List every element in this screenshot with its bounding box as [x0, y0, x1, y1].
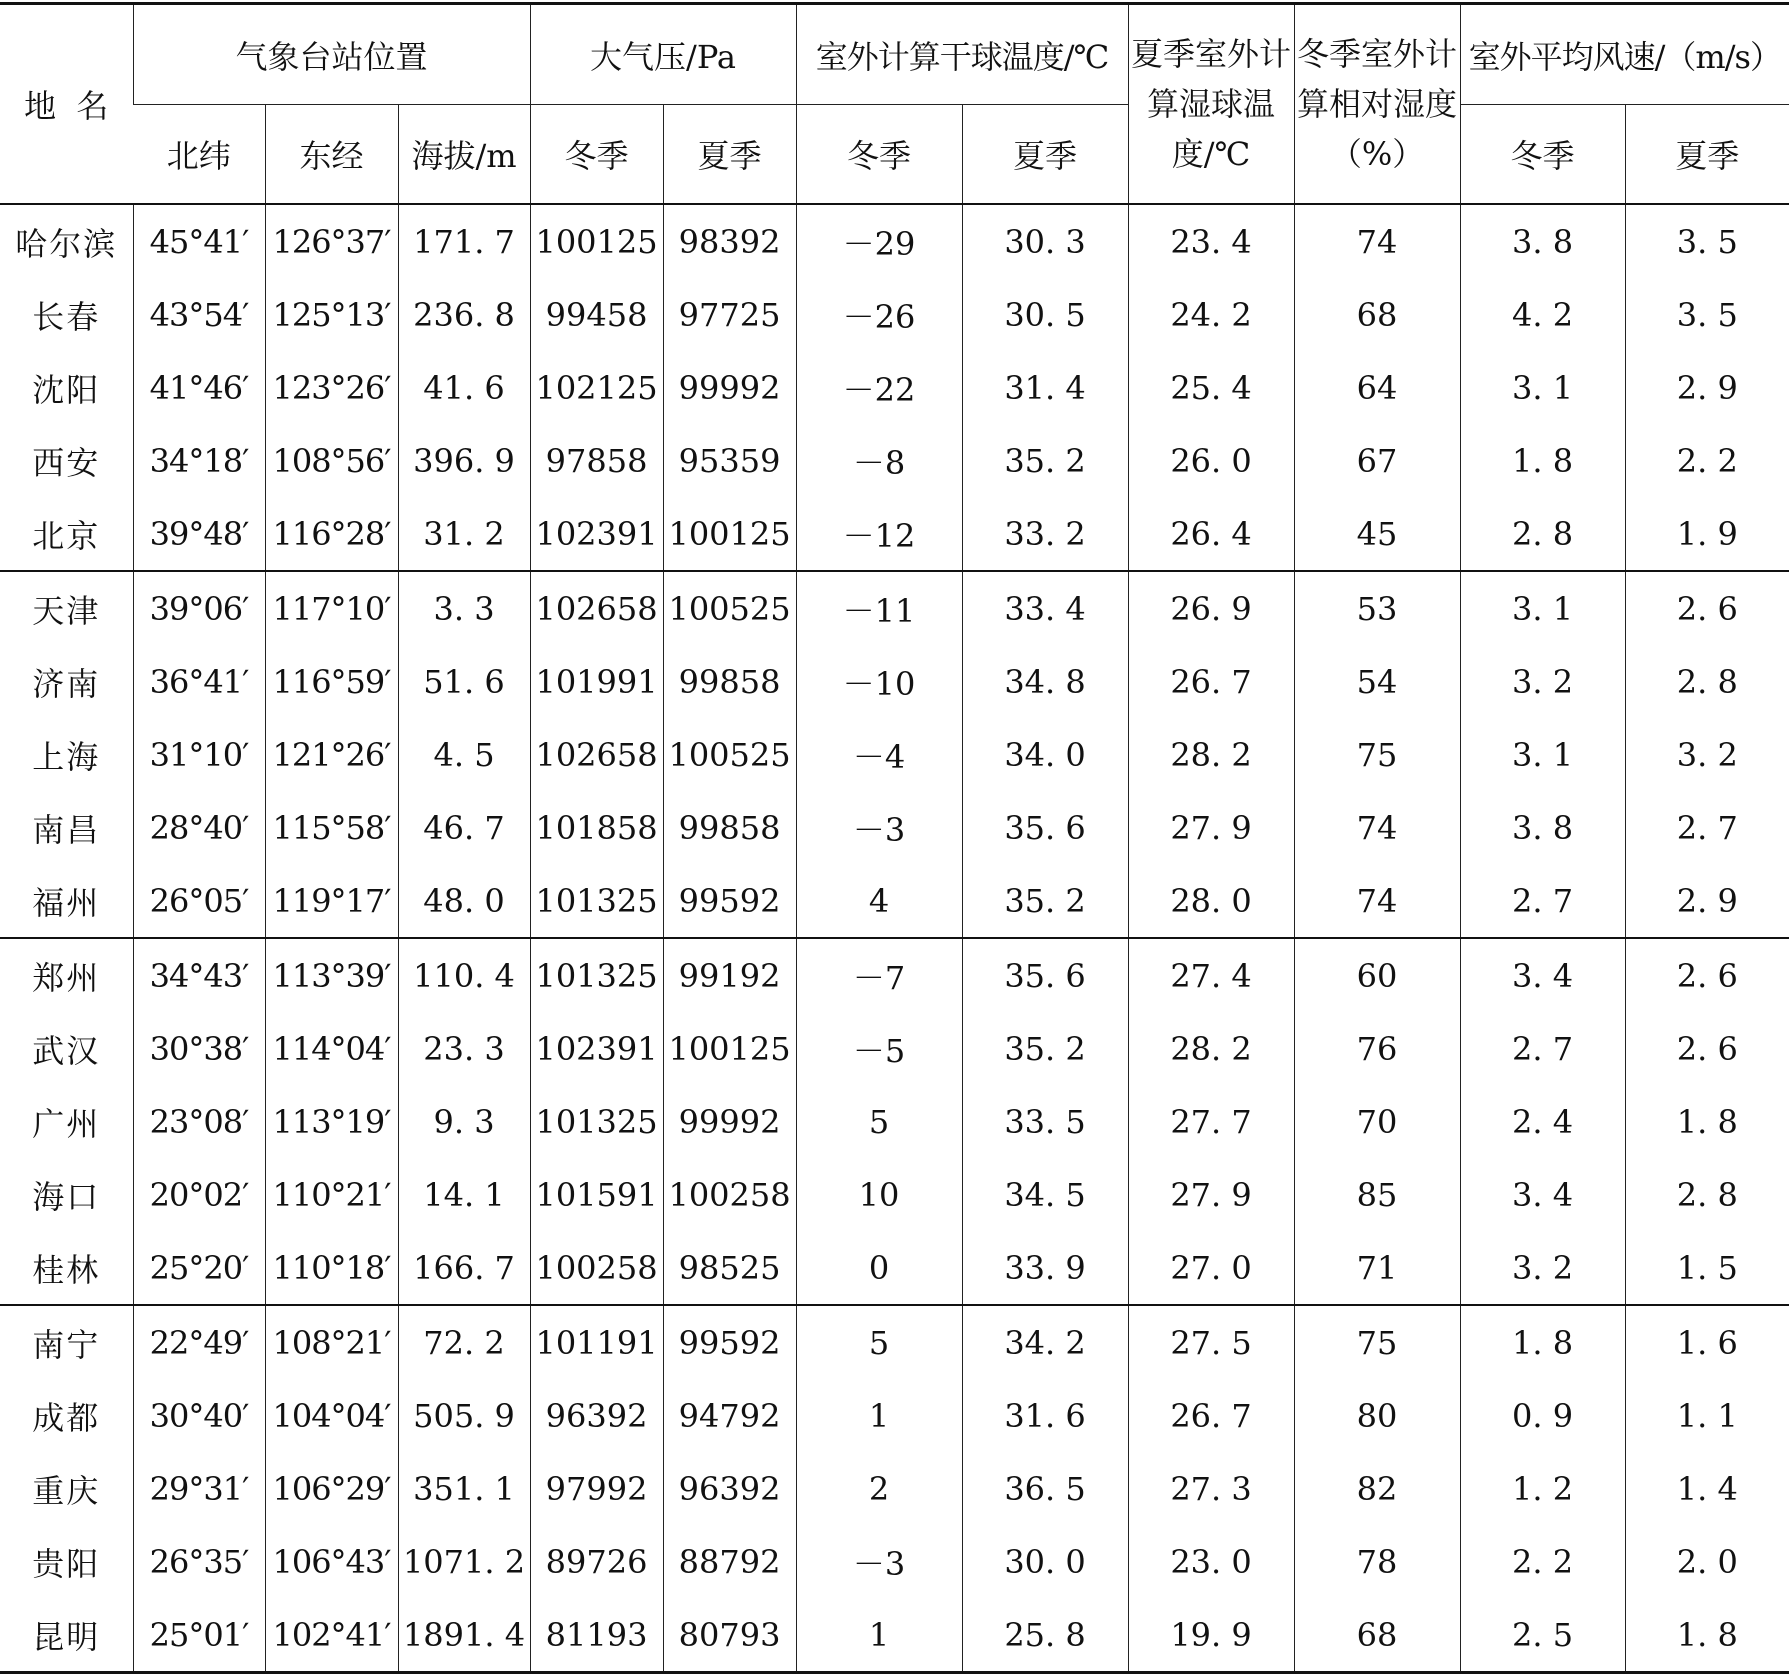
cell-city: 南昌 [32, 810, 101, 849]
cell-dry-bulb-winter: 2 [796, 1452, 962, 1525]
cell-wind-summer: 2. 6 [1625, 1012, 1789, 1085]
cell-wind-summer: 2. 9 [1625, 351, 1789, 424]
cell-pressure-winter: 89726 [530, 1525, 663, 1598]
cell-dry-bulb-summer: 35. 6 [962, 938, 1128, 1012]
cell-dry-bulb-summer: 35. 2 [962, 864, 1128, 938]
cell-wind-winter: 2. 2 [1460, 1525, 1625, 1598]
cell-altitude: 1071. 2 [398, 1525, 530, 1598]
cell-humidity-winter: 45 [1294, 497, 1460, 571]
cell-humidity-winter: 82 [1294, 1452, 1460, 1525]
cell-humidity-winter: 76 [1294, 1012, 1460, 1085]
cell-pressure-summer: 98392 [663, 204, 796, 278]
cell-humidity-winter: 74 [1294, 864, 1460, 938]
cell-city: 贵阳 [32, 1544, 101, 1583]
cell-dry-bulb-summer: 34. 5 [962, 1158, 1128, 1231]
cell-longitude: 117°10′ [265, 571, 398, 645]
cell-pressure-winter: 97858 [530, 424, 663, 497]
header-pressure-summer: 夏季 [663, 105, 796, 205]
cell-wind-winter: 1. 8 [1460, 424, 1625, 497]
cell-pressure-summer: 97725 [663, 278, 796, 351]
cell-city: 重庆 [32, 1471, 101, 1510]
cell-pressure-winter: 102391 [530, 497, 663, 571]
cell-dry-bulb-winter: －8 [796, 424, 962, 497]
cell-wind-summer: 2. 9 [1625, 864, 1789, 938]
cell-latitude: 41°46′ [133, 351, 265, 424]
cell-city: 海口 [32, 1177, 101, 1216]
cell-pressure-winter: 96392 [530, 1379, 663, 1452]
cell-humidity-winter: 54 [1294, 645, 1460, 718]
cell-wind-summer: 1. 8 [1625, 1085, 1789, 1158]
cell-city: 武汉 [32, 1031, 101, 1070]
cell-longitude: 106°43′ [265, 1525, 398, 1598]
cell-longitude: 114°04′ [265, 1012, 398, 1085]
cell-wind-winter: 2. 8 [1460, 497, 1625, 571]
table-row [0, 1525, 1789, 1598]
cell-altitude: 171. 7 [398, 204, 530, 278]
cell-dry-bulb-summer: 33. 4 [962, 571, 1128, 645]
cell-latitude: 22°49′ [133, 1305, 265, 1379]
cell-city: 北京 [32, 516, 101, 555]
cell-pressure-winter: 102658 [530, 571, 663, 645]
cell-altitude: 72. 2 [398, 1305, 530, 1379]
cell-city: 西安 [32, 443, 101, 482]
cell-wind-summer: 2. 6 [1625, 571, 1789, 645]
cell-wet-bulb-summer: 28. 2 [1128, 1012, 1294, 1085]
cell-city: 沈阳 [32, 370, 101, 409]
cell-wet-bulb-summer: 27. 3 [1128, 1452, 1294, 1525]
cell-wet-bulb-summer: 27. 5 [1128, 1305, 1294, 1379]
cell-latitude: 26°05′ [133, 864, 265, 938]
cell-wet-bulb-summer: 27. 7 [1128, 1085, 1294, 1158]
cell-dry-bulb-winter: 1 [796, 1598, 962, 1673]
header-wind-winter: 冬季 [1460, 105, 1625, 205]
cell-dry-bulb-summer: 34. 2 [962, 1305, 1128, 1379]
cell-wind-winter: 0. 9 [1460, 1379, 1625, 1452]
cell-longitude: 106°29′ [265, 1452, 398, 1525]
table-header [0, 4, 1789, 205]
cell-wet-bulb-summer: 26. 7 [1128, 645, 1294, 718]
cell-latitude: 43°54′ [133, 278, 265, 351]
cell-dry-bulb-summer: 30. 3 [962, 204, 1128, 278]
cell-altitude: 4. 5 [398, 718, 530, 791]
cell-humidity-winter: 67 [1294, 424, 1460, 497]
cell-wind-summer: 1. 4 [1625, 1452, 1789, 1525]
table-row [0, 1305, 1789, 1379]
cell-wet-bulb-summer: 26. 9 [1128, 571, 1294, 645]
cell-altitude: 351. 1 [398, 1452, 530, 1525]
cell-dry-bulb-winter: 5 [796, 1085, 962, 1158]
cell-wet-bulb-summer: 26. 0 [1128, 424, 1294, 497]
cell-pressure-winter: 102658 [530, 718, 663, 791]
cell-dry-bulb-winter: 5 [796, 1305, 962, 1379]
cell-humidity-winter: 64 [1294, 351, 1460, 424]
cell-dry-bulb-winter: －26 [796, 278, 962, 351]
table-row [0, 1598, 1789, 1673]
cell-wind-winter: 3. 1 [1460, 351, 1625, 424]
cell-pressure-summer: 100125 [663, 497, 796, 571]
cell-humidity-winter: 68 [1294, 1598, 1460, 1673]
cell-altitude: 396. 9 [398, 424, 530, 497]
cell-humidity-winter: 70 [1294, 1085, 1460, 1158]
cell-pressure-winter: 99458 [530, 278, 663, 351]
cell-altitude: 236. 8 [398, 278, 530, 351]
cell-dry-bulb-winter: －29 [796, 204, 962, 278]
table-body [0, 204, 1789, 1673]
cell-longitude: 108°21′ [265, 1305, 398, 1379]
cell-pressure-summer: 99992 [663, 1085, 796, 1158]
cell-city: 南宁 [0, 1305, 133, 1379]
cell-city: 郑州 [0, 938, 133, 1012]
cell-pressure-winter: 101858 [530, 791, 663, 864]
cell-wind-summer: 3. 2 [1625, 718, 1789, 791]
header-dry-bulb-winter: 冬季 [796, 105, 962, 205]
cell-pressure-summer: 96392 [663, 1452, 796, 1525]
cell-pressure-summer: 99592 [663, 1305, 796, 1379]
cell-city: 哈尔滨 [0, 204, 133, 278]
cell-latitude: 25°20′ [133, 1231, 265, 1305]
table-row [0, 1085, 1789, 1158]
cell-altitude: 110. 4 [398, 938, 530, 1012]
cell-wind-summer: 1. 1 [1625, 1379, 1789, 1452]
table-row [0, 424, 1789, 497]
cell-pressure-winter: 101991 [530, 645, 663, 718]
cell-latitude: 23°08′ [133, 1085, 265, 1158]
table-row [0, 645, 1789, 718]
cell-wind-winter: 3. 4 [1460, 938, 1625, 1012]
cell-longitude: 116°28′ [265, 497, 398, 571]
cell-altitude: 1891. 4 [398, 1598, 530, 1673]
cell-dry-bulb-summer: 35. 2 [962, 424, 1128, 497]
cell-dry-bulb-summer: 30. 0 [962, 1525, 1128, 1598]
header-longitude: 东经 [265, 105, 398, 205]
cell-dry-bulb-winter: －22 [796, 351, 962, 424]
cell-altitude: 48. 0 [398, 864, 530, 938]
cell-latitude: 34°43′ [133, 938, 265, 1012]
cell-wet-bulb-summer: 26. 4 [1128, 497, 1294, 571]
cell-latitude: 30°40′ [133, 1379, 265, 1452]
cell-altitude: 3. 3 [398, 571, 530, 645]
cell-wet-bulb-summer: 23. 0 [1128, 1525, 1294, 1598]
cell-pressure-winter: 81193 [530, 1598, 663, 1673]
cell-pressure-summer: 80793 [663, 1598, 796, 1673]
cell-latitude: 26°35′ [133, 1525, 265, 1598]
cell-latitude: 28°40′ [133, 791, 265, 864]
table-row [0, 351, 1789, 424]
cell-wind-winter: 1. 2 [1460, 1452, 1625, 1525]
cell-wind-winter: 3. 8 [1460, 204, 1625, 278]
table-row [0, 204, 1789, 278]
cell-city: 广州 [32, 1104, 101, 1143]
cell-pressure-summer: 99992 [663, 351, 796, 424]
cell-longitude: 123°26′ [265, 351, 398, 424]
cell-longitude: 102°41′ [265, 1598, 398, 1673]
cell-wet-bulb-summer: 26. 7 [1128, 1379, 1294, 1452]
cell-wind-winter: 2. 7 [1460, 864, 1625, 938]
cell-dry-bulb-summer: 33. 9 [962, 1231, 1128, 1305]
cell-latitude: 36°41′ [133, 645, 265, 718]
cell-longitude: 113°39′ [265, 938, 398, 1012]
cell-latitude: 30°38′ [133, 1012, 265, 1085]
cell-wind-winter: 3. 1 [1460, 571, 1625, 645]
header-station-location: 气象台站位置 [133, 4, 530, 105]
cell-pressure-summer: 98525 [663, 1231, 796, 1305]
table-row [0, 1012, 1789, 1085]
cell-wind-winter: 2. 5 [1460, 1598, 1625, 1673]
cell-wind-winter: 3. 2 [1460, 645, 1625, 718]
cell-dry-bulb-winter: －10 [796, 645, 962, 718]
cell-wet-bulb-summer: 28. 0 [1128, 864, 1294, 938]
cell-humidity-winter: 85 [1294, 1158, 1460, 1231]
cell-pressure-summer: 95359 [663, 424, 796, 497]
table-row [0, 1158, 1789, 1231]
cell-dry-bulb-summer: 34. 0 [962, 718, 1128, 791]
cell-altitude: 46. 7 [398, 791, 530, 864]
cell-longitude: 126°37′ [265, 204, 398, 278]
cell-wind-winter: 3. 2 [1460, 1231, 1625, 1305]
cell-pressure-summer: 100125 [663, 1012, 796, 1085]
cell-wind-winter: 4. 2 [1460, 278, 1625, 351]
cell-dry-bulb-winter: 10 [796, 1158, 962, 1231]
cell-wind-summer: 1. 5 [1625, 1231, 1789, 1305]
table-row [0, 864, 1789, 938]
cell-altitude: 23. 3 [398, 1012, 530, 1085]
cell-longitude: 104°04′ [265, 1379, 398, 1452]
table-row [0, 718, 1789, 791]
cell-wind-winter: 3. 4 [1460, 1158, 1625, 1231]
cell-dry-bulb-summer: 35. 2 [962, 1012, 1128, 1085]
cell-wind-winter: 1. 8 [1460, 1305, 1625, 1379]
cell-wind-summer: 3. 5 [1625, 278, 1789, 351]
cell-altitude: 51. 6 [398, 645, 530, 718]
cell-dry-bulb-winter: －3 [796, 791, 962, 864]
cell-humidity-winter: 74 [1294, 791, 1460, 864]
cell-wet-bulb-summer: 19. 9 [1128, 1598, 1294, 1673]
cell-wind-summer: 2. 7 [1625, 791, 1789, 864]
cell-pressure-summer: 100258 [663, 1158, 796, 1231]
cell-pressure-winter: 101591 [530, 1158, 663, 1231]
cell-wind-winter: 3. 1 [1460, 718, 1625, 791]
cell-dry-bulb-summer: 33. 2 [962, 497, 1128, 571]
cell-latitude: 39°48′ [133, 497, 265, 571]
cell-longitude: 125°13′ [265, 278, 398, 351]
cell-wet-bulb-summer: 28. 2 [1128, 718, 1294, 791]
table-row [0, 1452, 1789, 1525]
cell-humidity-winter: 60 [1294, 938, 1460, 1012]
cell-pressure-summer: 99592 [663, 864, 796, 938]
cell-city: 桂林 [32, 1250, 101, 1289]
cell-wet-bulb-summer: 27. 9 [1128, 791, 1294, 864]
cell-wind-summer: 1. 9 [1625, 497, 1789, 571]
cell-pressure-winter: 102391 [530, 1012, 663, 1085]
cell-latitude: 25°01′ [133, 1598, 265, 1673]
cell-dry-bulb-summer: 33. 5 [962, 1085, 1128, 1158]
table-row [0, 497, 1789, 571]
cell-dry-bulb-winter: －11 [796, 571, 962, 645]
table-row [0, 791, 1789, 864]
cell-latitude: 20°02′ [133, 1158, 265, 1231]
table-row [0, 1379, 1789, 1452]
cell-humidity-winter: 53 [1294, 571, 1460, 645]
header-dry-bulb-temp: 室外计算干球温度/℃ [796, 4, 1128, 105]
cell-pressure-summer: 88792 [663, 1525, 796, 1598]
cell-longitude: 119°17′ [265, 864, 398, 938]
cell-longitude: 113°19′ [265, 1085, 398, 1158]
cell-latitude: 29°31′ [133, 1452, 265, 1525]
cell-wind-winter: 2. 7 [1460, 1012, 1625, 1085]
cell-longitude: 116°59′ [265, 645, 398, 718]
cell-dry-bulb-winter: －5 [796, 1012, 962, 1085]
cell-wet-bulb-summer: 25. 4 [1128, 351, 1294, 424]
cell-pressure-winter: 100125 [530, 204, 663, 278]
cell-pressure-winter: 102125 [530, 351, 663, 424]
header-altitude: 海拔/m [398, 105, 530, 205]
cell-city: 天津 [0, 571, 133, 645]
cell-dry-bulb-winter: －3 [796, 1525, 962, 1598]
cell-latitude: 31°10′ [133, 718, 265, 791]
cell-dry-bulb-summer: 31. 4 [962, 351, 1128, 424]
cell-dry-bulb-winter: 0 [796, 1231, 962, 1305]
cell-longitude: 110°18′ [265, 1231, 398, 1305]
cell-altitude: 166. 7 [398, 1231, 530, 1305]
cell-wind-summer: 2. 8 [1625, 645, 1789, 718]
cell-pressure-summer: 94792 [663, 1379, 796, 1452]
table-row [0, 938, 1789, 1012]
cell-latitude: 39°06′ [133, 571, 265, 645]
cell-dry-bulb-winter: －7 [796, 938, 962, 1012]
cell-dry-bulb-summer: 31. 6 [962, 1379, 1128, 1452]
cell-pressure-winter: 101325 [530, 938, 663, 1012]
cell-dry-bulb-summer: 34. 8 [962, 645, 1128, 718]
cell-latitude: 34°18′ [133, 424, 265, 497]
cell-wind-summer: 1. 8 [1625, 1598, 1789, 1673]
header-place: 地 名 [24, 87, 109, 125]
header-wind-summer: 夏季 [1625, 105, 1789, 205]
cell-wind-winter: 3. 8 [1460, 791, 1625, 864]
cell-altitude: 505. 9 [398, 1379, 530, 1452]
cell-pressure-winter: 97992 [530, 1452, 663, 1525]
cell-wind-summer: 2. 6 [1625, 938, 1789, 1012]
cell-humidity-winter: 78 [1294, 1525, 1460, 1598]
cell-pressure-winter: 101325 [530, 1085, 663, 1158]
cell-humidity-winter: 80 [1294, 1379, 1460, 1452]
climate-data-table [0, 2, 1789, 1674]
cell-dry-bulb-summer: 30. 5 [962, 278, 1128, 351]
cell-pressure-summer: 99858 [663, 791, 796, 864]
cell-longitude: 108°56′ [265, 424, 398, 497]
cell-dry-bulb-winter: 4 [796, 864, 962, 938]
table-row [0, 1231, 1789, 1305]
cell-wind-summer: 2. 8 [1625, 1158, 1789, 1231]
cell-wind-summer: 3. 5 [1625, 204, 1789, 278]
cell-pressure-winter: 101191 [530, 1305, 663, 1379]
cell-dry-bulb-winter: －4 [796, 718, 962, 791]
table-row [0, 278, 1789, 351]
cell-altitude: 9. 3 [398, 1085, 530, 1158]
cell-city: 上海 [32, 737, 101, 776]
cell-pressure-summer: 100525 [663, 718, 796, 791]
cell-pressure-winter: 101325 [530, 864, 663, 938]
header-latitude: 北纬 [133, 105, 265, 205]
cell-pressure-summer: 99192 [663, 938, 796, 1012]
cell-dry-bulb-summer: 25. 8 [962, 1598, 1128, 1673]
cell-pressure-winter: 100258 [530, 1231, 663, 1305]
cell-dry-bulb-winter: －12 [796, 497, 962, 571]
table-row [0, 571, 1789, 645]
cell-city: 济南 [32, 664, 101, 703]
cell-city: 长春 [32, 297, 101, 336]
cell-humidity-winter: 74 [1294, 204, 1460, 278]
cell-wet-bulb-summer: 27. 0 [1128, 1231, 1294, 1305]
cell-altitude: 41. 6 [398, 351, 530, 424]
cell-wind-summer: 2. 2 [1625, 424, 1789, 497]
cell-longitude: 115°58′ [265, 791, 398, 864]
cell-dry-bulb-summer: 36. 5 [962, 1452, 1128, 1525]
cell-humidity-winter: 68 [1294, 278, 1460, 351]
cell-city: 成都 [32, 1398, 101, 1437]
cell-longitude: 121°26′ [265, 718, 398, 791]
header-dry-bulb-summer: 夏季 [962, 105, 1128, 205]
cell-latitude: 45°41′ [133, 204, 265, 278]
cell-wind-summer: 2. 0 [1625, 1525, 1789, 1598]
cell-humidity-winter: 75 [1294, 1305, 1460, 1379]
header-pressure-winter: 冬季 [530, 105, 663, 205]
cell-wind-summer: 1. 6 [1625, 1305, 1789, 1379]
cell-altitude: 14. 1 [398, 1158, 530, 1231]
cell-city: 昆明 [32, 1617, 101, 1656]
cell-dry-bulb-summer: 35. 6 [962, 791, 1128, 864]
header-relative-humidity: 冬季室外计算相对湿度（%） [1294, 4, 1460, 205]
cell-altitude: 31. 2 [398, 497, 530, 571]
header-pressure: 大气压/Pa [530, 4, 796, 105]
cell-longitude: 110°21′ [265, 1158, 398, 1231]
cell-city: 福州 [32, 883, 101, 922]
cell-wet-bulb-summer: 23. 4 [1128, 204, 1294, 278]
header-wet-bulb-temp: 夏季室外计算湿球温度/℃ [1128, 4, 1294, 205]
cell-wind-winter: 2. 4 [1460, 1085, 1625, 1158]
cell-wet-bulb-summer: 27. 9 [1128, 1158, 1294, 1231]
cell-wet-bulb-summer: 27. 4 [1128, 938, 1294, 1012]
header-wind-speed: 室外平均风速/（m/s） [1460, 4, 1789, 105]
cell-pressure-summer: 100525 [663, 571, 796, 645]
cell-wet-bulb-summer: 24. 2 [1128, 278, 1294, 351]
cell-pressure-summer: 99858 [663, 645, 796, 718]
cell-humidity-winter: 75 [1294, 718, 1460, 791]
cell-dry-bulb-winter: 1 [796, 1379, 962, 1452]
cell-humidity-winter: 71 [1294, 1231, 1460, 1305]
